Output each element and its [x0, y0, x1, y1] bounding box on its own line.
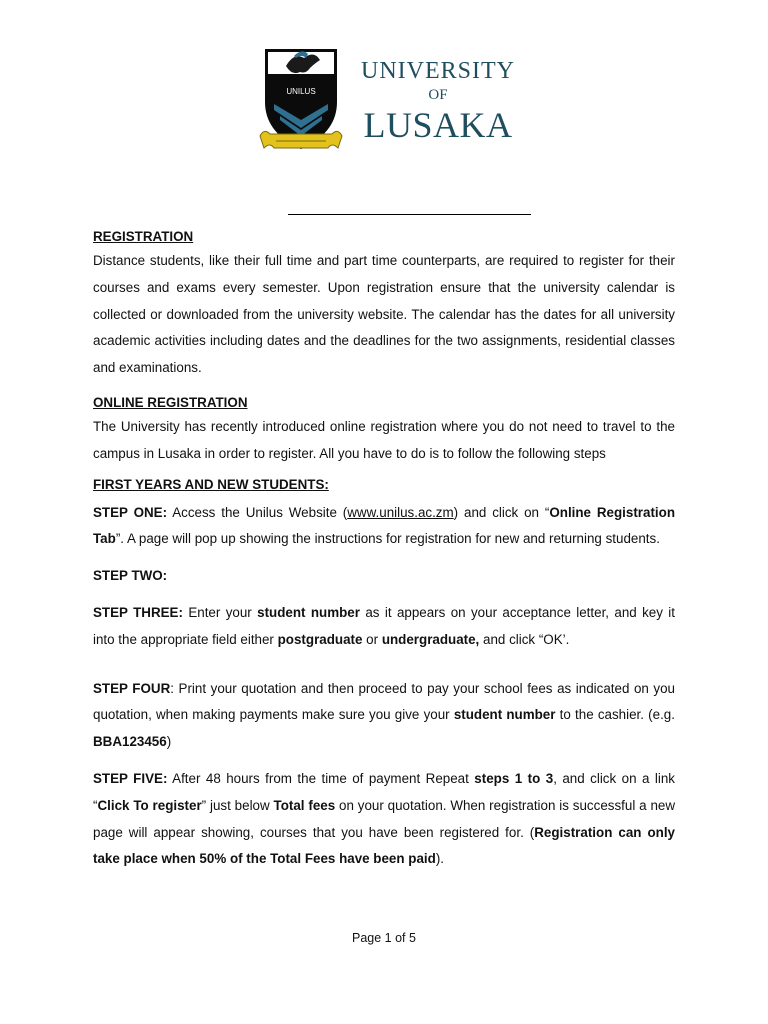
step-four-text-3: ) [166, 734, 172, 750]
online-registration-paragraph: The University has recently introduced online registration where you do not need to travel to the campus in Lusaka in order to register. All you have to do is to follow the following steps [93, 418, 675, 461]
step-one-paragraph [93, 500, 675, 554]
click-to-register-text: Click To register [97, 797, 202, 813]
website-link[interactable]: www.unilus.ac.zm [347, 504, 454, 520]
postgraduate-text: postgraduate [277, 631, 363, 647]
step-two-label: STEP TWO: [93, 568, 168, 584]
step-five-text-2: , and click on a link “ [93, 770, 675, 813]
step-one-text-3: ”. A page will pop up showing the instructions for registration for new and returning students. [115, 531, 660, 547]
step-five-paragraph [93, 766, 675, 873]
example-student-number: BBA123456 [93, 734, 167, 750]
step-three-text-3: or [362, 631, 382, 647]
online-registration-tab-text: Online Registration Tab [93, 504, 675, 547]
crest-text: UNILUS [286, 87, 316, 96]
step-five-text-5: ). [435, 851, 444, 867]
online-registration-heading: ONLINE REGISTRATION [93, 394, 248, 410]
registration-paragraph: Distance students, like their full time and part time counterparts, are required to register for their courses and exams every semester. Upon registration ensure that the university calendar is collected or downloaded from the university website. The calendar has the dates for all university academic activities including dates and the deadlines for the two assignments, residential classes and examinations. [93, 253, 675, 376]
step-two-paragraph [93, 563, 675, 590]
step-one-text-1: Access the Unilus Website ( [167, 504, 348, 520]
step-three-text-1: Enter your [182, 604, 258, 620]
step-five-text-4: on your quotation. When registration is successful a new page will appear showing, courses that you have been registered for. ( [93, 797, 676, 840]
university-logo [258, 44, 528, 160]
fees-condition-text: Registration can only take place when 50% of the Total Fees have been paid [93, 824, 675, 867]
total-fees-text: Total fees [273, 797, 336, 813]
document-body [93, 226, 675, 873]
step-three-label: STEP THREE: [93, 604, 183, 620]
header-divider [288, 214, 531, 215]
step-four-paragraph [93, 676, 675, 756]
step-five-label: STEP FIVE: [93, 770, 168, 786]
step-one-label: STEP ONE: [93, 504, 168, 520]
first-years-heading: FIRST YEARS AND NEW STUDENTS: [93, 476, 329, 492]
student-number-text: student number [257, 604, 360, 620]
step-five-text-1: After 48 hours from the time of payment Repeat [167, 770, 475, 786]
step-four-label: STEP FOUR [93, 680, 171, 696]
step-four-text-1: : Print your quotation and then proceed to pay your school fees as indicated on you quotation, when making payments make sure you give your [93, 680, 676, 723]
step-one-text-2: ) and click on “ [453, 504, 550, 520]
crest-icon [258, 44, 344, 156]
step-three-text-4: and click “OK’. [479, 631, 570, 647]
step-four-text-2: to the cashier. (e.g. [555, 707, 675, 723]
undergraduate-text: undergraduate, [381, 631, 480, 647]
logo-lusaka: LUSAKA [363, 105, 513, 145]
step-five-text-3: ” just below [201, 797, 274, 813]
step-three-paragraph [93, 600, 675, 654]
student-number-text-2: student number [453, 707, 556, 723]
steps-1-to-3-text: steps 1 to 3 [474, 770, 554, 786]
page-number: Page 1 of 5 [352, 931, 416, 945]
step-three-text-2: as it appears on your acceptance letter, and key it into the appropriate field either [93, 604, 676, 647]
logo-of: OF [428, 87, 448, 103]
logo-wordmark [348, 58, 528, 144]
registration-heading: REGISTRATION [93, 229, 194, 244]
logo-university: UNIVERSITY [361, 58, 515, 84]
